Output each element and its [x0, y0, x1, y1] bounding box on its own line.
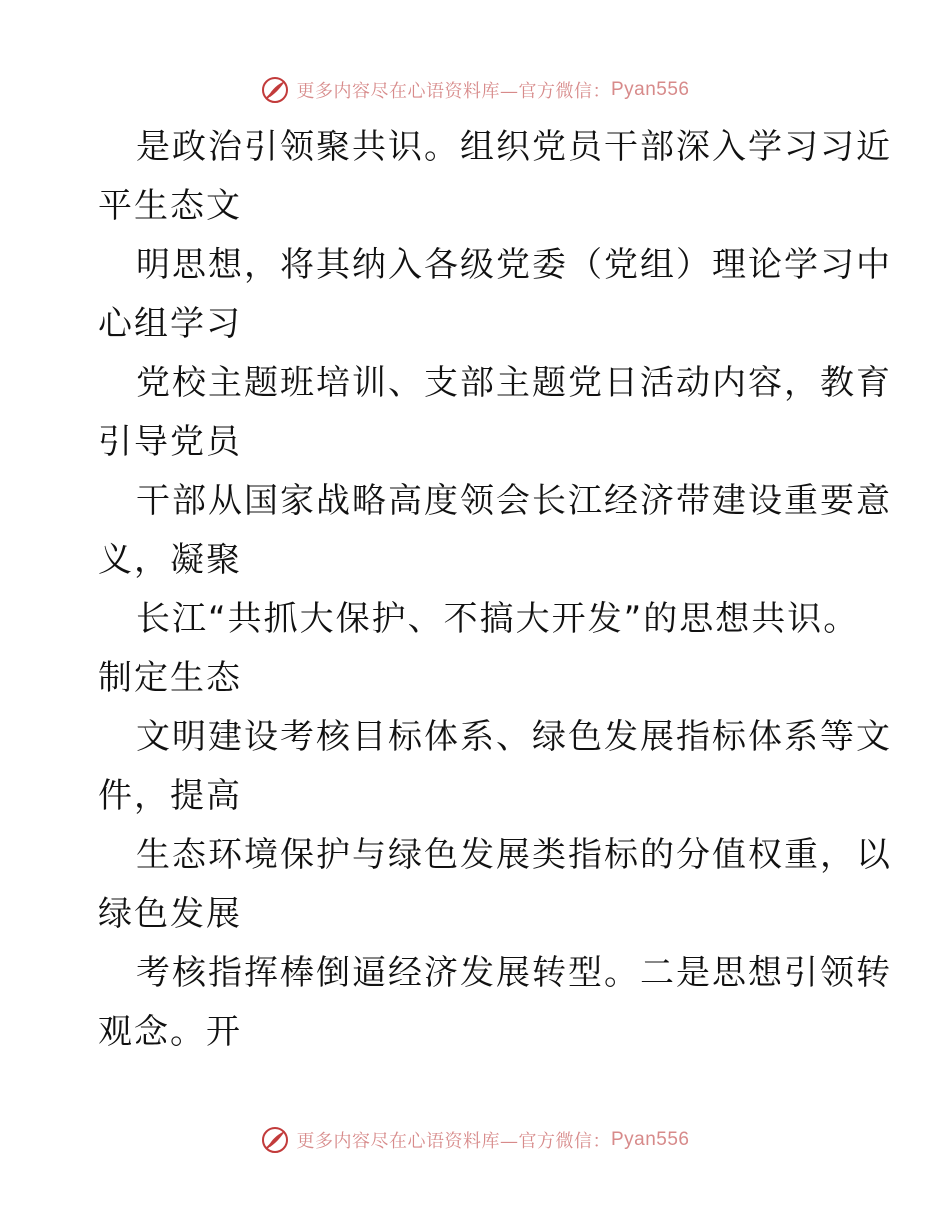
red-quill-logo-icon: [260, 1125, 290, 1155]
text-line: 是政治引领聚共识。组织党员干部深入学习习近: [136, 127, 892, 167]
text-line: 观念。开: [98, 1012, 242, 1052]
text-line: 文明建设考核目标体系、绿色发展指标体系等文: [136, 717, 892, 757]
text-line: 心组学习: [98, 304, 242, 344]
text-line: 明思想，将其纳入各级党委（党组）理论学习中: [136, 245, 892, 285]
text-line: 件，提高: [98, 776, 242, 816]
text-line: 长江“共抓大保护、不搞大开发”的思想共识。: [136, 599, 860, 639]
body-text: [98, 118, 892, 1062]
watermark-wechat-id: Pyan556: [610, 79, 690, 100]
footer-watermark: [0, 1120, 950, 1160]
watermark-text: 更多内容尽在心语资料库—官方微信：: [296, 81, 611, 102]
text-line: 干部从国家战略高度领会长江经济带建设重要意: [136, 481, 892, 521]
text-line: 生态环境保护与绿色发展类指标的分值权重，以: [136, 835, 892, 875]
header-watermark: [0, 70, 950, 110]
text-line: 平生态文: [98, 186, 242, 226]
text-line: 党校主题班培训、支部主题党日活动内容，教育: [136, 363, 892, 403]
red-quill-logo-icon: [260, 75, 290, 105]
text-line: 义，凝聚: [98, 540, 242, 580]
watermark-wechat-id: Pyan556: [610, 1129, 690, 1150]
text-line: 引导党员: [98, 422, 242, 462]
text-line: 制定生态: [98, 658, 242, 698]
text-line: 绿色发展: [98, 894, 242, 934]
watermark-text: 更多内容尽在心语资料库—官方微信：: [296, 1131, 611, 1152]
text-line: 考核指挥棒倒逼经济发展转型。二是思想引领转: [136, 953, 892, 993]
